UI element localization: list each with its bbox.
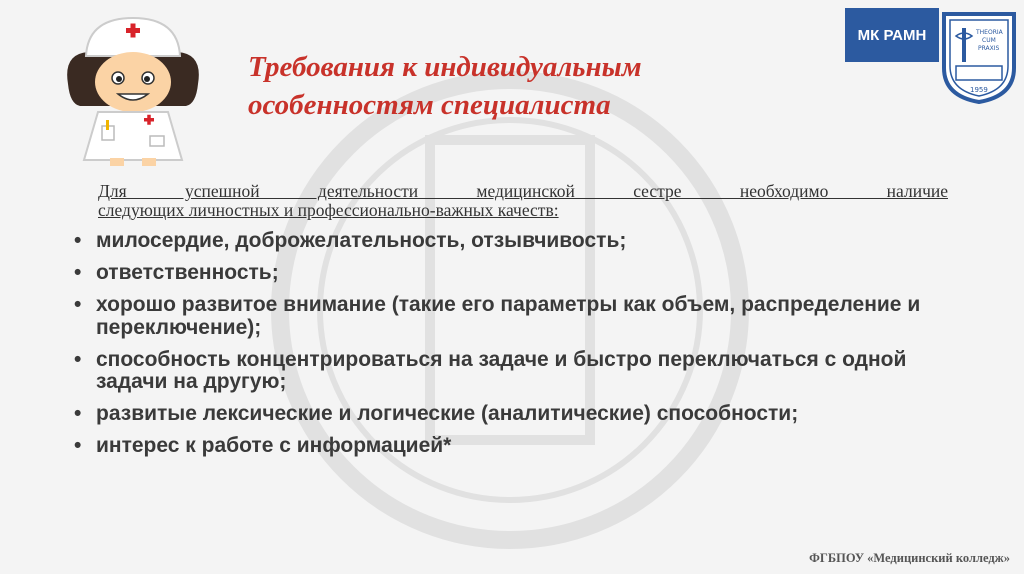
list-item [74,435,974,458]
intro-line-2: следующих личностных и профессионально-важных качеств: [98,200,559,220]
list-item [74,349,974,394]
intro-text [98,182,948,220]
qualities-list [74,230,974,467]
svg-text:CUM: CUM [982,37,996,44]
page-title: Требования к индивидуальным особенностям специалиста [248,51,642,121]
svg-text:PRAXIS: PRAXIS [978,45,1000,52]
list-item [74,262,974,285]
college-crest-icon [938,8,1020,104]
list-item [74,294,974,339]
list-item-text: способность концентрироваться на задаче и быстро переключаться с одной задачи на другую; [96,347,907,393]
bullet-icon: • [74,347,82,371]
bullet-icon: • [74,434,82,457]
list-item [74,403,974,426]
list-item-text: хорошо развитое внимание (такие его параметры как объем, распределение и переключение); [96,293,921,339]
list-item-text: интерес к работе с информацией* [96,434,452,457]
bullet-icon: • [74,402,82,425]
brand-badge [845,8,939,62]
footer-organization: ФГБПОУ «Медицинский колледж» [809,551,1010,565]
list-item [74,230,974,253]
list-item-text: милосердие, доброжелательность, отзывчивость; [96,229,627,252]
bullet-icon: • [74,293,82,316]
list-item-text: развитые лексические и логические (аналитические) способности; [96,402,799,425]
crest-motto: THEORIA [976,29,1003,36]
crest-year: 1959 [970,86,988,94]
list-item-text: ответственность; [96,261,279,284]
bullet-icon: • [74,261,82,284]
brand-label: МК РАМН [857,26,927,44]
bullet-icon: • [74,229,82,252]
intro-line-1: Для успешной деятельности медицинской сестре необходимо наличие [98,181,948,201]
nurse-mascot-icon [58,14,208,166]
